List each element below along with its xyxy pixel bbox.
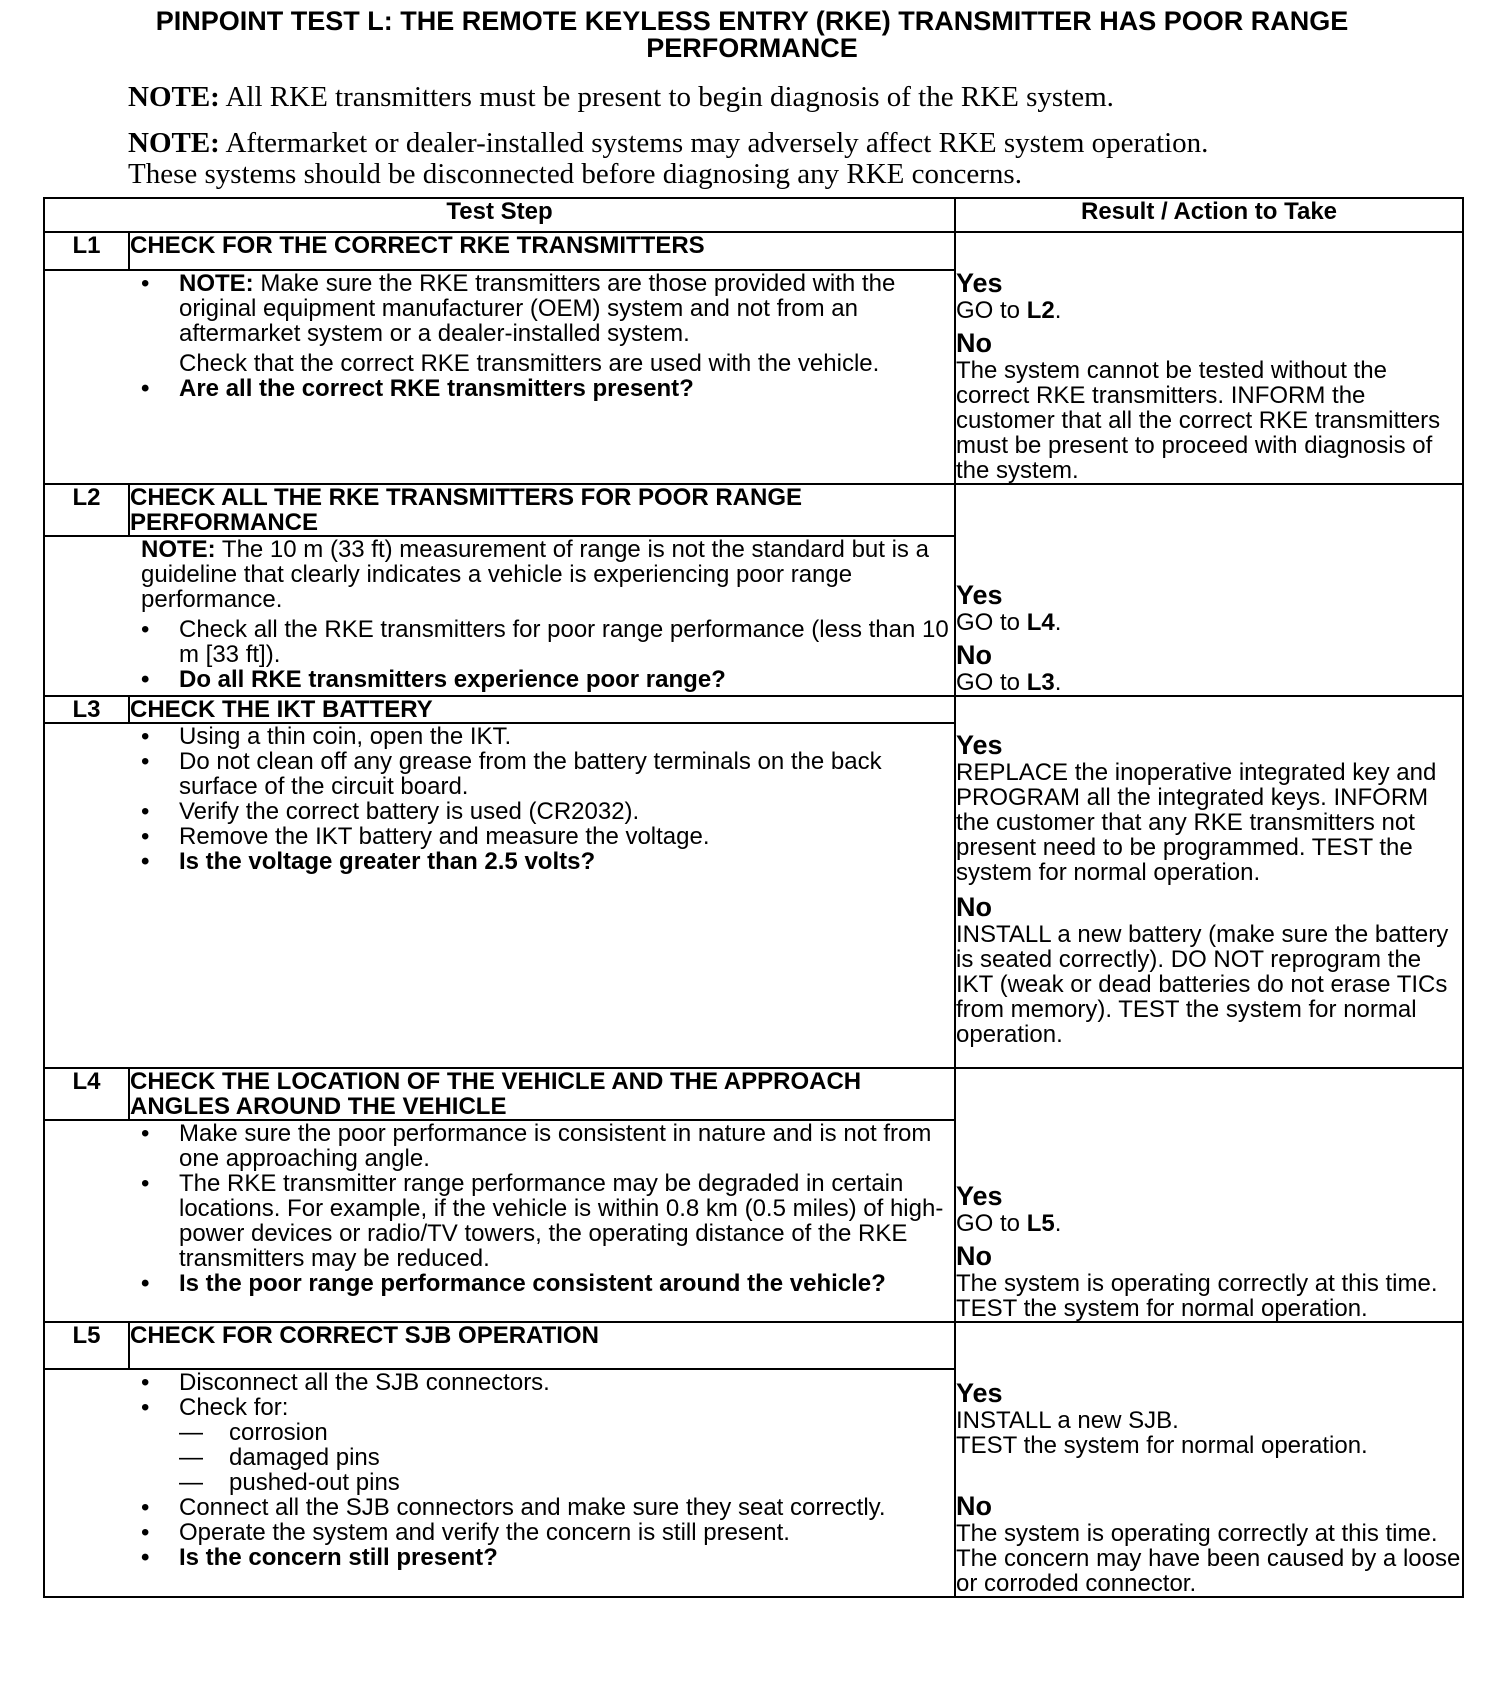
step-question: • Is the poor range performance consistent around the vehicle? <box>141 1271 954 1296</box>
dash-item: — damaged pins <box>141 1445 954 1470</box>
no-action: INSTALL a new battery (make sure the battery is seated correctly). DO NOT reprogram the IKT (weak or dead batteries do not erase TICs from memory). TEST the system for normal operation. <box>956 921 1449 1048</box>
yes-label: Yes <box>956 730 1003 760</box>
step-body <box>44 723 955 1068</box>
step-question: • Do all RKE transmitters experience poor range? <box>141 667 954 692</box>
step-title-row <box>44 696 1463 723</box>
list-item: • Make sure the poor performance is consistent in nature and is not from one approaching angle. <box>141 1121 954 1171</box>
step-number: L4 <box>44 1068 129 1120</box>
step-number: L2 <box>44 484 129 536</box>
table-header-row <box>44 198 1463 232</box>
yes-action: GO to L4. <box>956 609 1062 636</box>
note-text: Aftermarket or dealer-installed systems may adversely affect RKE system operation. <box>219 127 1209 159</box>
step-question: • Are all the correct RKE transmitters present? <box>141 376 954 401</box>
header-test-step: Test Step <box>44 198 955 232</box>
step-question: • Is the voltage greater than 2.5 volts? <box>141 849 954 874</box>
step-result <box>955 232 1463 484</box>
no-label: No <box>956 328 992 358</box>
step-title: CHECK ALL THE RKE TRANSMITTERS FOR POOR RANGE PERFORMANCE <box>129 484 955 536</box>
yes-label: Yes <box>956 268 1003 298</box>
step-title-row <box>44 1322 1463 1369</box>
no-label: No <box>956 1491 992 1521</box>
no-label: No <box>956 892 992 922</box>
no-action: GO to L3. <box>956 669 1062 696</box>
yes-action: REPLACE the inoperative integrated key and PROGRAM all the integrated keys. INFORM the customer that any RKE transmitters not present need to be programmed. TEST the system for normal operation. <box>956 759 1437 886</box>
page-title-line1: PINPOINT TEST L: THE REMOTE KEYLESS ENTRY (RKE) TRANSMITTER HAS POOR RANGE <box>155 6 1349 36</box>
list-item: • Connect all the SJB connectors and make sure they seat correctly. <box>141 1495 954 1520</box>
dash-item: — pushed-out pins <box>141 1470 954 1495</box>
step-note: NOTE: The 10 m (33 ft) measurement of range is not the standard but is a guideline that clearly indicates a vehicle is experiencing poor range performance. <box>141 536 929 613</box>
step-title-row <box>44 232 1463 270</box>
yes-label: Yes <box>956 1378 1003 1408</box>
step-body <box>44 1369 955 1597</box>
list-item: • The RKE transmitter range performance may be degraded in certain locations. For example, if the vehicle is within 0.8 km (0.5 miles) of high-power devices or radio/TV towers, the operating distance of the RKE transmitters may be reduced. <box>141 1171 954 1271</box>
note-label: NOTE: <box>128 81 220 113</box>
pinpoint-test-table <box>43 197 1464 1598</box>
note-label: NOTE: <box>128 127 220 159</box>
note-text: All RKE transmitters must be present to begin diagnosis of the RKE system. <box>219 81 1114 113</box>
page-title <box>0 8 1504 62</box>
step-title-row <box>44 484 1463 536</box>
header-result: Result / Action to Take <box>955 198 1463 232</box>
step-question: • Is the concern still present? <box>141 1545 954 1570</box>
list-item: • Operate the system and verify the concern is still present. <box>141 1520 954 1545</box>
step-body <box>44 536 955 696</box>
step-title: CHECK FOR CORRECT SJB OPERATION <box>129 1322 955 1369</box>
no-label: No <box>956 640 992 670</box>
step-result <box>955 1068 1463 1322</box>
yes-action: GO to L2. <box>956 297 1062 324</box>
yes-action: INSTALL a new SJB. <box>956 1407 1179 1434</box>
no-action: The system is operating correctly at this time. TEST the system for normal operation. <box>956 1270 1438 1322</box>
step-result <box>955 1322 1463 1597</box>
step-body <box>44 270 955 484</box>
list-item: • Do not clean off any grease from the battery terminals on the back surface of the circuit board. <box>141 749 954 799</box>
no-label: No <box>956 1241 992 1271</box>
list-item: • Remove the IKT battery and measure the voltage. <box>141 824 954 849</box>
note-text: These systems should be disconnected before diagnosing any RKE concerns. <box>128 158 1022 190</box>
note-transmitters-present <box>128 82 1428 113</box>
step-result <box>955 484 1463 696</box>
list-item: • Check all the RKE transmitters for poor range performance (less than 10 m [33 ft]). <box>141 617 954 667</box>
step-title: CHECK THE LOCATION OF THE VEHICLE AND THE APPROACH ANGLES AROUND THE VEHICLE <box>129 1068 955 1120</box>
dash-item: — corrosion <box>141 1420 954 1445</box>
list-item: • NOTE: Make sure the RKE transmitters are those provided with the original equipment manufacturer (OEM) system and not from an aftermarket system or a dealer-installed system. Check that the correct RKE transmitters are used with the vehicle. <box>141 271 954 376</box>
no-action: The system cannot be tested without the correct RKE transmitters. INFORM the customer that all the correct RKE transmitters must be present to proceed with diagnosis of the system. <box>956 357 1441 484</box>
note-aftermarket <box>128 128 1428 190</box>
list-item: • Using a thin coin, open the IKT. <box>141 724 954 749</box>
step-result <box>955 696 1463 1068</box>
step-title-row <box>44 1068 1463 1120</box>
list-item: • Check for: <box>141 1395 954 1420</box>
page-title-line2: PERFORMANCE <box>646 33 858 63</box>
yes-action: TEST the system for normal operation. <box>956 1432 1368 1459</box>
step-extra-text: Check that the correct RKE transmitters are used with the vehicle. <box>179 350 880 377</box>
step-number: L3 <box>44 696 129 723</box>
list-item: • Disconnect all the SJB connectors. <box>141 1370 954 1395</box>
yes-action: GO to L5. <box>956 1210 1062 1237</box>
yes-label: Yes <box>956 580 1003 610</box>
step-body <box>44 1120 955 1322</box>
yes-label: Yes <box>956 1181 1003 1211</box>
no-action: The system is operating correctly at this time. The concern may have been caused by a loose or corroded connector. <box>956 1520 1461 1597</box>
step-number: L1 <box>44 232 129 270</box>
step-number: L5 <box>44 1322 129 1369</box>
step-title: CHECK FOR THE CORRECT RKE TRANSMITTERS <box>129 232 955 270</box>
step-title: CHECK THE IKT BATTERY <box>129 696 955 723</box>
list-item: • Verify the correct battery is used (CR2032). <box>141 799 954 824</box>
